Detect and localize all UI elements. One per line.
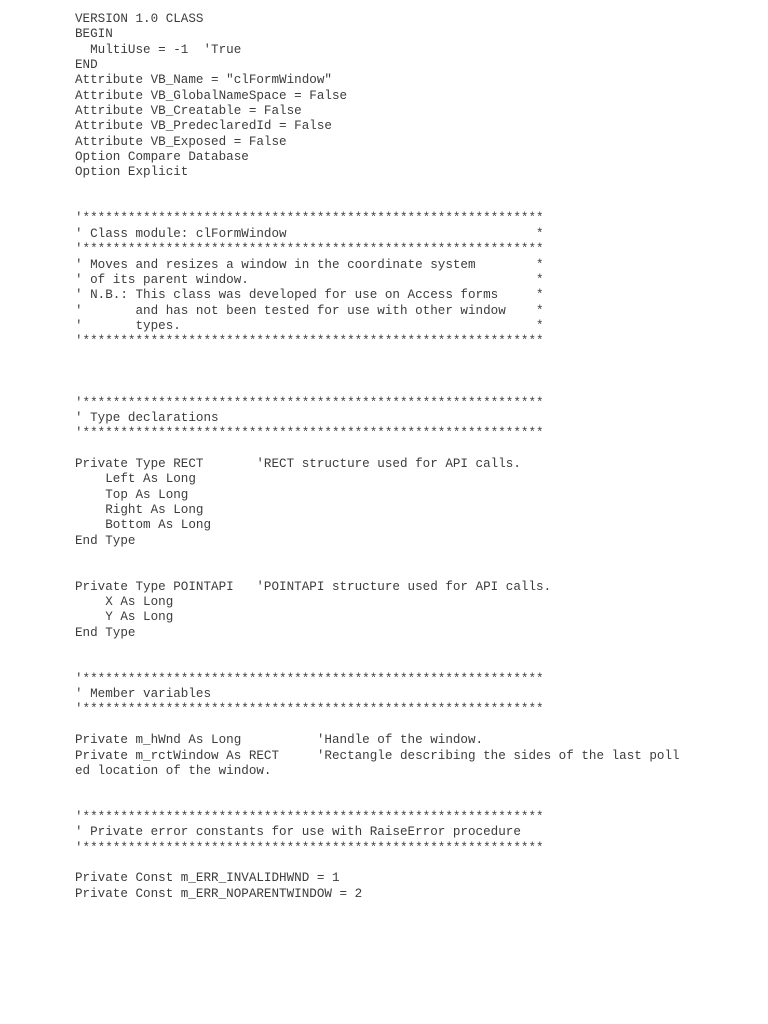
code-line: Private m_hWnd As Long 'Handle of the window.: [75, 733, 484, 748]
code-line: BEGIN: [75, 27, 113, 42]
code-line: Left As Long: [75, 472, 196, 487]
code-line: [75, 181, 755, 196]
code-line: ' of its parent window. *: [75, 272, 544, 287]
code-line: ' Private error constants for use with RaiseError procedure: [75, 825, 521, 840]
code-line: Private Type POINTAPI 'POINTAPI structure used for API calls.: [75, 579, 552, 594]
code-line: '*************************************************************: [75, 426, 544, 441]
code-line: Option Explicit: [75, 165, 189, 180]
code-line: END: [75, 58, 98, 73]
code-line: ' and has not been tested for use with other window *: [75, 303, 544, 318]
code-line: ' types. *: [75, 318, 544, 333]
code-line: Option Compare Database: [75, 150, 249, 165]
code-line: '*************************************************************: [75, 242, 544, 257]
code-line: Right As Long: [75, 503, 204, 517]
code-line: Attribute VB_PredeclaredId = False: [75, 119, 332, 134]
code-line: X As Long: [75, 595, 174, 610]
code-line: '*************************************************************: [75, 671, 544, 686]
code-line: Attribute VB_GlobalNameSpace = False: [75, 88, 348, 103]
code-line: '*************************************************************: [75, 840, 544, 855]
code-line: End Type: [75, 533, 136, 548]
code-line: Private Const m_ERR_NOPARENTWINDOW = 2: [75, 886, 363, 901]
code-line: ' N.B.: This class was developed for use on Access forms *: [75, 288, 544, 303]
code-line: [75, 442, 755, 457]
code-line: ' Moves and resizes a window in the coordinate system *: [75, 257, 544, 272]
code-line: Attribute VB_Creatable = False: [75, 104, 302, 119]
code-line: '*************************************************************: [75, 702, 544, 717]
code-listing: [75, 12, 755, 902]
code-line: [75, 718, 755, 733]
code-line: VERSION 1.0 CLASS: [75, 12, 204, 26]
code-line: [75, 856, 755, 871]
code-line: '*************************************************************: [75, 809, 544, 824]
code-line: [75, 641, 755, 656]
code-line: [75, 779, 755, 794]
code-line: Top As Long: [75, 487, 189, 502]
code-line: MultiUse = -1 'True: [75, 42, 242, 57]
code-line: [75, 350, 755, 365]
code-line: Y As Long: [75, 610, 174, 625]
code-line: ' Member variables: [75, 687, 212, 702]
code-line: [75, 564, 755, 579]
code-line: [75, 656, 755, 671]
code-line: [75, 549, 755, 564]
code-line: '*************************************************************: [75, 395, 544, 410]
code-line: ' Class module: clFormWindow *: [75, 226, 544, 241]
code-line: Attribute VB_Exposed = False: [75, 134, 287, 149]
code-line: Attribute VB_Name = "clFormWindow": [75, 73, 332, 88]
code-line: [75, 380, 755, 395]
code-line: ' Type declarations: [75, 410, 219, 425]
code-line: ed location of the window.: [75, 763, 272, 778]
code-line: [75, 196, 755, 211]
code-line: [75, 795, 755, 810]
code-line: End Type: [75, 625, 136, 640]
code-line: '*************************************************************: [75, 211, 544, 226]
code-line: '*************************************************************: [75, 334, 544, 349]
code-line: Private m_rctWindow As RECT 'Rectangle describing the sides of the last poll: [75, 748, 680, 763]
code-line: Private Type RECT 'RECT structure used for API calls.: [75, 456, 521, 471]
code-line: [75, 365, 755, 380]
code-line: Bottom As Long: [75, 518, 212, 533]
code-line: Private Const m_ERR_INVALIDHWND = 1: [75, 871, 340, 886]
